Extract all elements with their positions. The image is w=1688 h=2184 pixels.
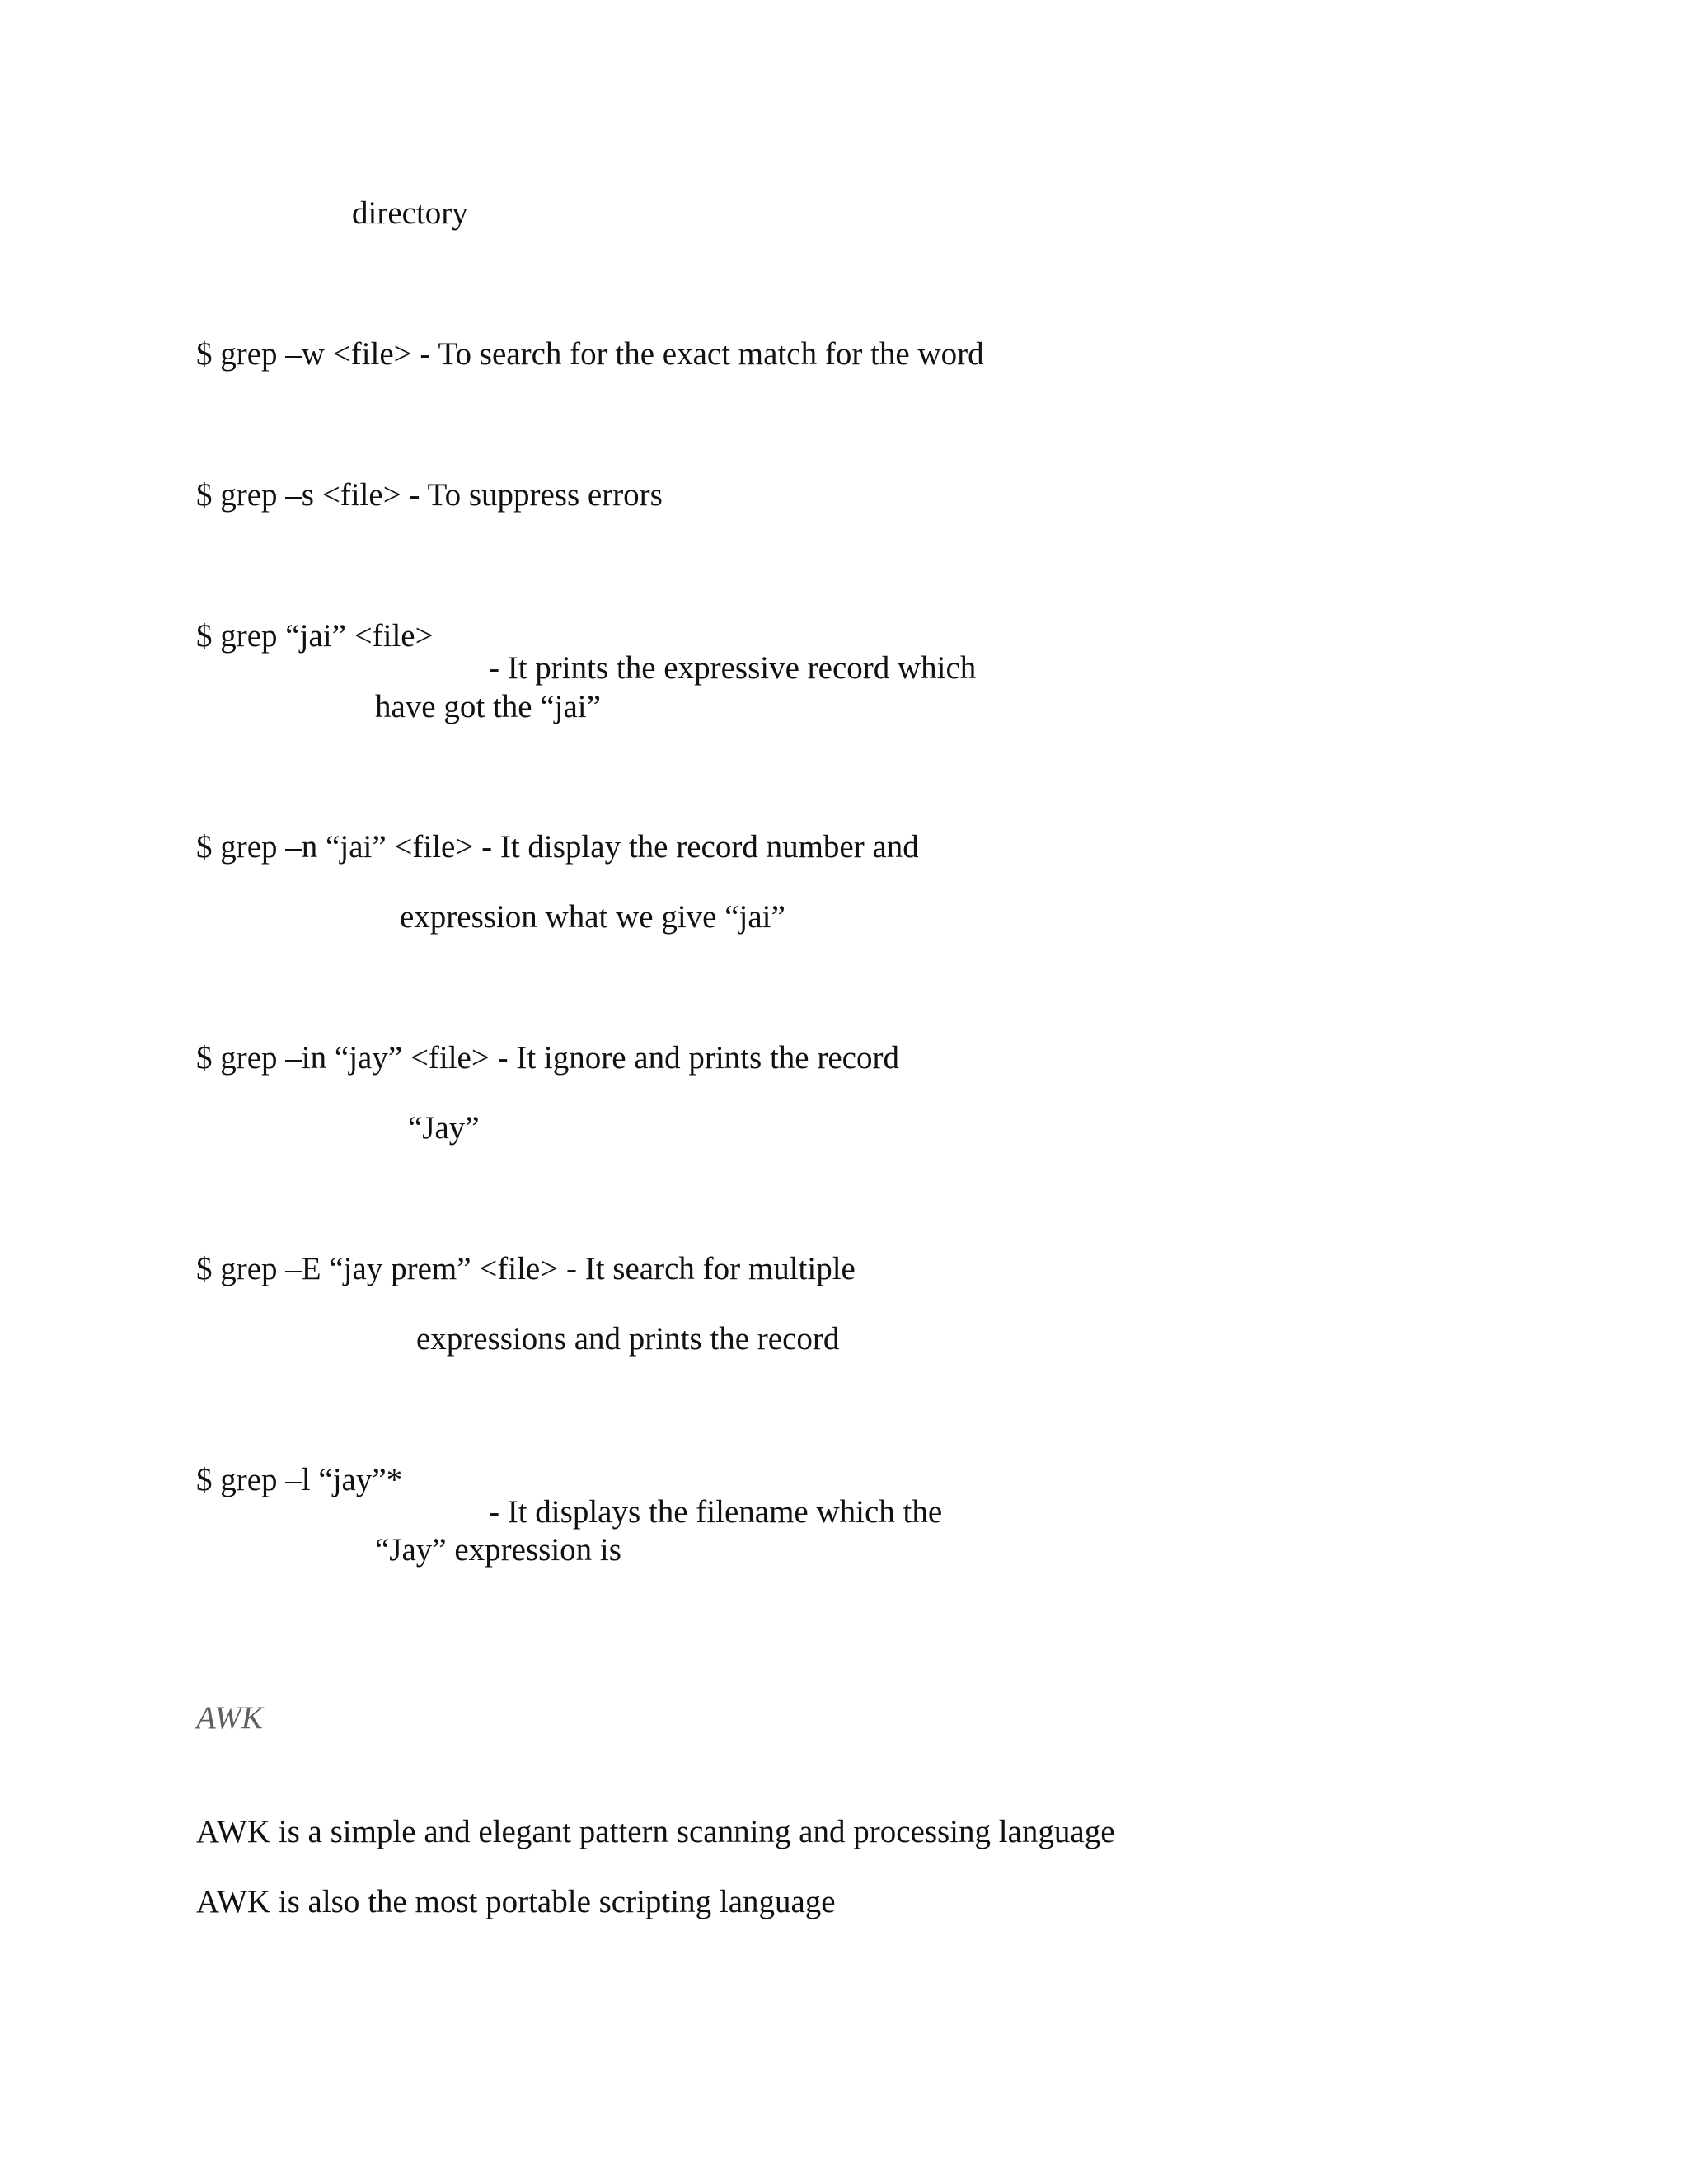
entry-grep-n-continuation: expression what we give “jai” bbox=[400, 899, 785, 935]
command-text: $ grep –n “jai” <file> bbox=[196, 829, 474, 865]
awk-paragraph: AWK is a simple and elegant pattern scanning and processing language bbox=[196, 1814, 1115, 1849]
awk-paragraph: AWK is also the most portable scripting language bbox=[196, 1884, 836, 1919]
entry-grep-s bbox=[196, 476, 663, 515]
continuation-text: directory bbox=[352, 195, 468, 231]
command-text: $ grep –s <file> bbox=[196, 477, 401, 513]
entry-grep-w bbox=[196, 335, 984, 374]
command-text: $ grep –w <file> bbox=[196, 336, 412, 372]
command-text: $ grep –E “jay prem” <file> bbox=[196, 1251, 559, 1286]
description-text: - To search for the exact match for the word bbox=[420, 336, 984, 372]
description-text: - To suppress errors bbox=[409, 477, 663, 513]
entry-grep-jai-continuation: have got the “jai” bbox=[375, 689, 601, 724]
entry-grep-e bbox=[196, 1250, 856, 1289]
entry-grep-jai-command: $ grep “jai” <file> bbox=[196, 618, 434, 654]
entry-grep-in bbox=[196, 1039, 899, 1078]
description-text: - It search for multiple bbox=[565, 1251, 856, 1286]
command-text: $ grep –in “jay” <file> bbox=[196, 1040, 490, 1076]
description-text: - It display the record number and bbox=[481, 829, 919, 865]
entry-grep-in-continuation: “Jay” bbox=[408, 1110, 480, 1146]
entry-grep-l-command: $ grep –l “jay”* bbox=[196, 1462, 403, 1497]
description-text: - It ignore and prints the record bbox=[497, 1040, 899, 1076]
entry-grep-jai-description: - It prints the expressive record which bbox=[489, 650, 977, 686]
entry-grep-l-continuation: “Jay” expression is bbox=[375, 1532, 621, 1568]
entry-grep-l-description: - It displays the filename which the bbox=[489, 1494, 943, 1530]
entry-grep-n bbox=[196, 828, 919, 867]
entry-grep-e-continuation: expressions and prints the record bbox=[416, 1321, 840, 1357]
awk-heading: AWK bbox=[196, 1700, 263, 1736]
